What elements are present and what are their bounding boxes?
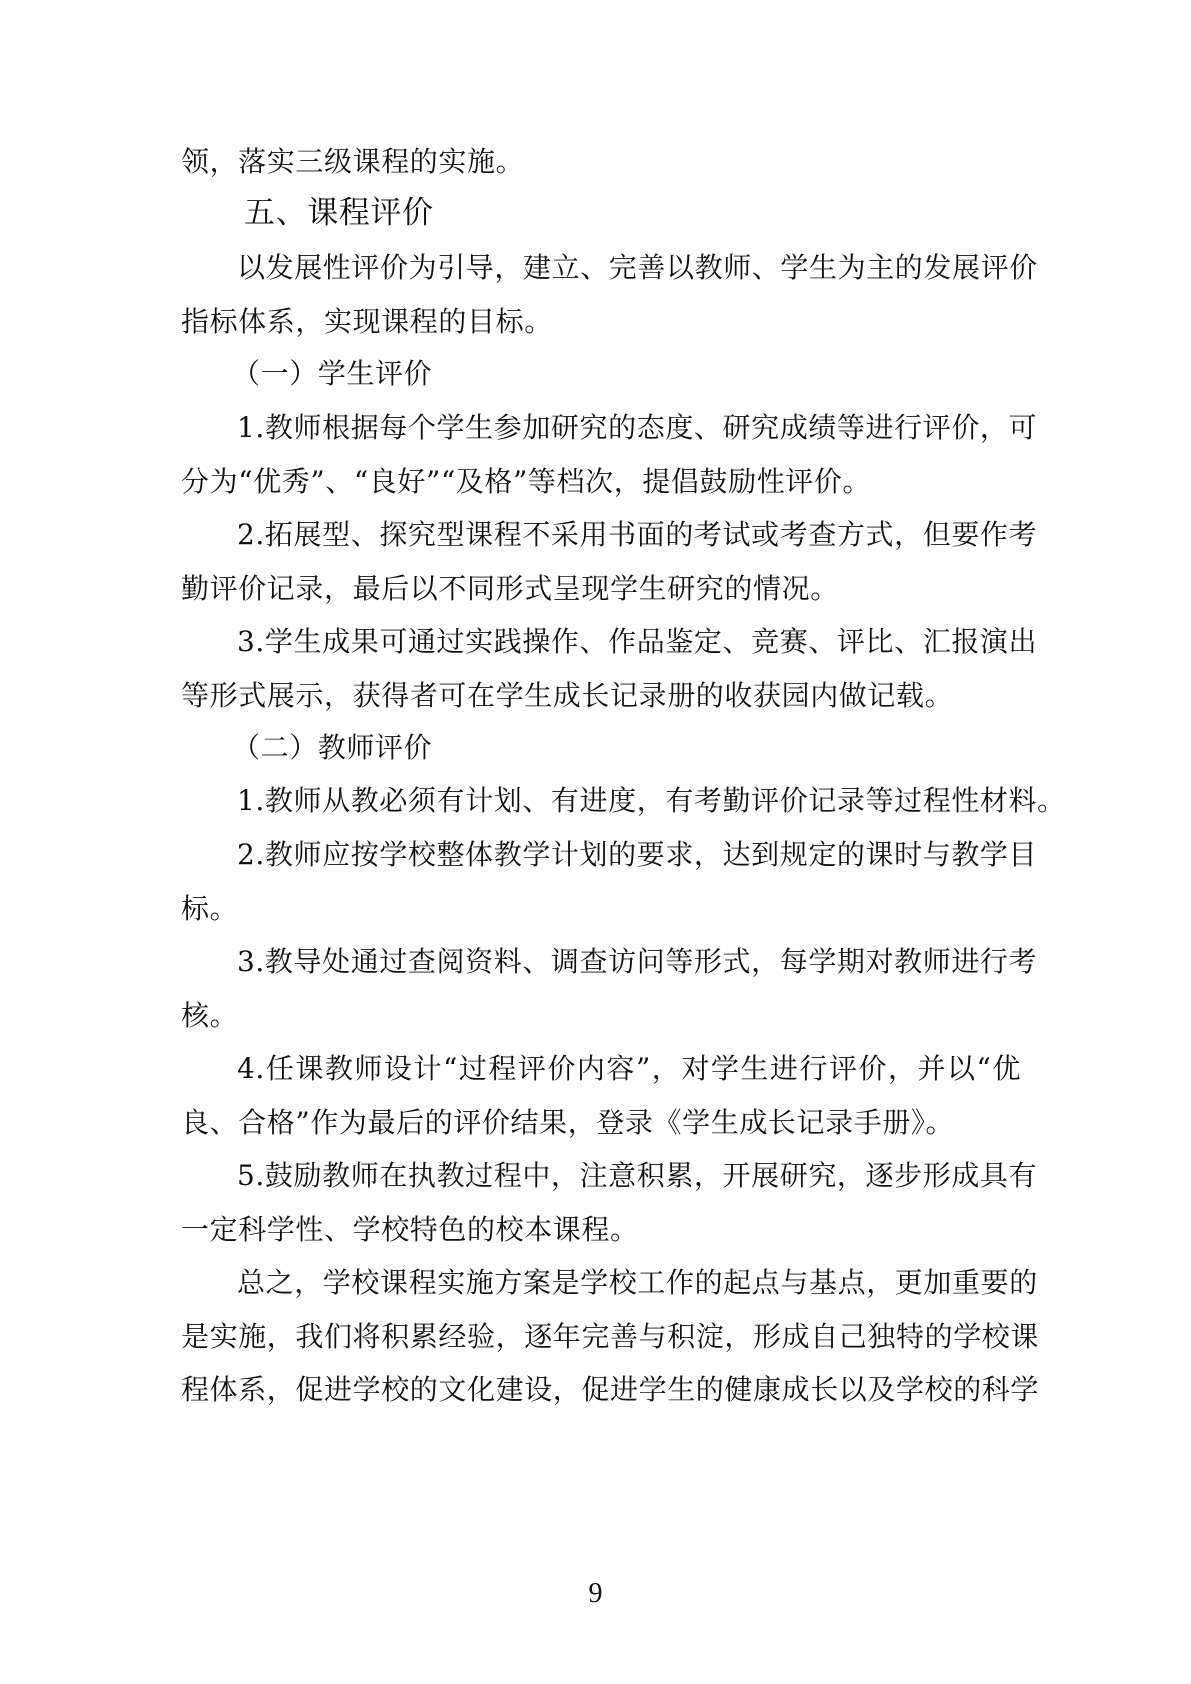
paragraph-continuation-line: 领，落实三级课程的实施。 xyxy=(181,145,525,178)
paragraph-line: 核。 xyxy=(181,999,239,1032)
paragraph-line: 4.任课教师设计“过程评价内容”，对学生进行评价，并以“优 xyxy=(237,1052,1021,1085)
paragraph-line: 是实施，我们将积累经验，逐年完善与积淀，形成自己独特的学校课 xyxy=(181,1320,1040,1353)
page-number: 9 xyxy=(588,1578,603,1609)
paragraph-line: 3.学生成果可通过实践操作、作品鉴定、竞赛、评比、汇报演出 xyxy=(237,625,1038,658)
paragraph-line: 一定科学性、学校特色的校本课程。 xyxy=(181,1213,639,1246)
paragraph-line: 3.教导处通过查阅资料、调查访问等形式，每学期对教师进行考 xyxy=(237,945,1038,978)
paragraph-line: 勤评价记录，最后以不同形式呈现学生研究的情况。 xyxy=(181,572,839,605)
paragraph-line: 分为“优秀”、“良好”“及格”等档次，提倡鼓励性评价。 xyxy=(181,465,872,498)
paragraph-line: 指标体系，实现课程的目标。 xyxy=(181,305,553,338)
section-heading: 五、课程评价 xyxy=(244,195,434,231)
paragraph-line: 良、合格”作为最后的评价结果，登录《学生成长记录手册》。 xyxy=(181,1106,955,1139)
paragraph-line: 程体系，促进学校的文化建设，促进学生的健康成长以及学校的科学 xyxy=(181,1373,1040,1406)
paragraph-line: 等形式展示，获得者可在学生成长记录册的收获园内做记载。 xyxy=(181,679,954,712)
paragraph-line: 总之，学校课程实施方案是学校工作的起点与基点，更加重要的 xyxy=(237,1266,1038,1299)
paragraph-line: 标。 xyxy=(181,892,239,925)
paragraph-line: 5.鼓励教师在执教过程中，注意积累，开展研究，逐步形成具有 xyxy=(237,1159,1038,1192)
subsection-heading: （二）教师评价 xyxy=(232,731,433,764)
paragraph-line: 1.教师根据每个学生参加研究的态度、研究成绩等进行评价，可 xyxy=(237,411,1038,444)
paragraph-line: 以发展性评价为引导，建立、完善以教师、学生为主的发展评价 xyxy=(237,251,1038,284)
paragraph-line: 2.教师应按学校整体教学计划的要求，达到规定的课时与教学目 xyxy=(237,838,1038,871)
paragraph-line: 2.拓展型、探究型课程不采用书面的考试或考查方式，但要作考 xyxy=(237,518,1038,551)
subsection-heading: （一）学生评价 xyxy=(232,357,433,390)
paragraph-line: 1.教师从教必须有计划、有进度，有考勤评价记录等过程性材料。 xyxy=(237,784,1066,817)
